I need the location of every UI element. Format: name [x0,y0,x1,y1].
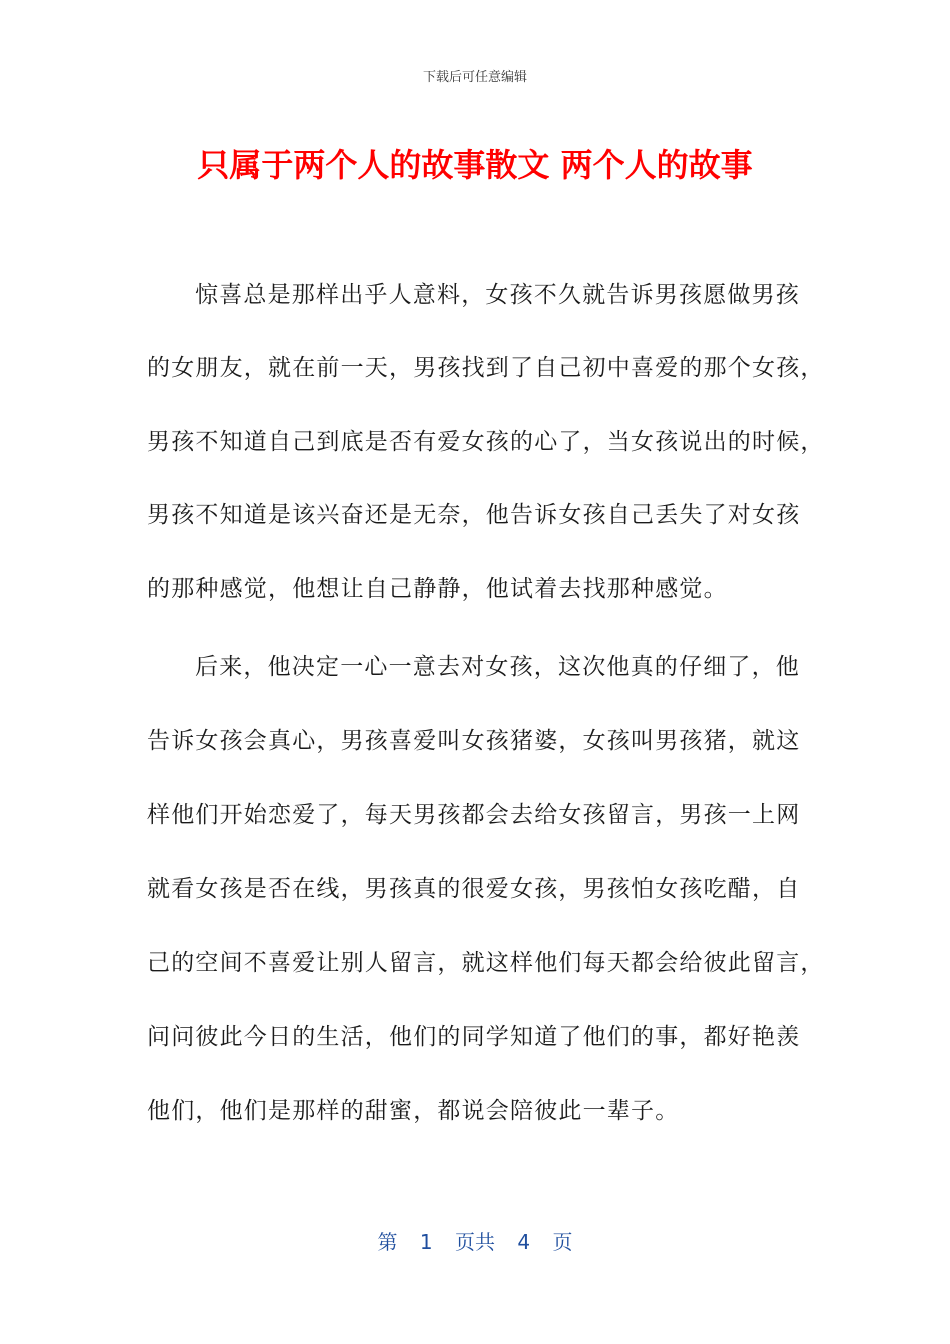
paragraph-1-line-1: 惊喜总是那样出乎人意料，女孩不久就告诉男孩愿做男孩 [195,282,800,308]
paragraph-2-line-3: 样他们开始恋爱了，每天男孩都会去给女孩留言，男孩一上网 [147,802,801,828]
paragraph-2-line-6: 问问彼此今日的生活，他们的同学知道了他们的事，都好艳羡 [147,1024,801,1050]
page-suffix: 页 [552,1230,573,1254]
page-middle: 页共 [455,1230,495,1254]
paragraph-2-line-7: 他们，他们是那样的甜蜜，都说会陪彼此一辈子。 [147,1098,680,1124]
total-pages: 4 [517,1230,531,1254]
paragraph-1-line-2: 的女朋友，就在前一天，男孩找到了自己初中喜爱的那个女孩， [147,355,825,381]
paragraph-1-line-3: 男孩不知道自己到底是否有爱女孩的心了，当女孩说出的时候， [147,429,825,455]
paragraph-2-line-1: 后来，他决定一心一意去对女孩，这次他真的仔细了，他 [195,654,800,680]
page-number: 1 [419,1230,433,1254]
page-footer [0,1226,950,1255]
paragraph-2-line-2: 告诉女孩会真心，男孩喜爱叫女孩猪婆，女孩叫男孩猪，就这 [147,728,801,754]
paragraph-1-line-4: 男孩不知道是该兴奋还是无奈，他告诉女孩自己丢失了对女孩 [147,502,801,528]
paragraph-2-line-4: 就看女孩是否在线，男孩真的很爱女孩，男孩怕女孩吃醋，自 [147,876,801,902]
header-note: 下载后可任意编辑 [422,70,527,85]
page-prefix: 第 [377,1230,398,1254]
document-title: 只属于两个人的故事散文 两个人的故事 [197,146,753,184]
paragraph-2-line-5: 己的空间不喜爱让别人留言，就这样他们每天都会给彼此留言， [147,950,825,976]
paragraph-1-line-5: 的那种感觉，他想让自己静静，他试着去找那种感觉。 [147,576,728,602]
